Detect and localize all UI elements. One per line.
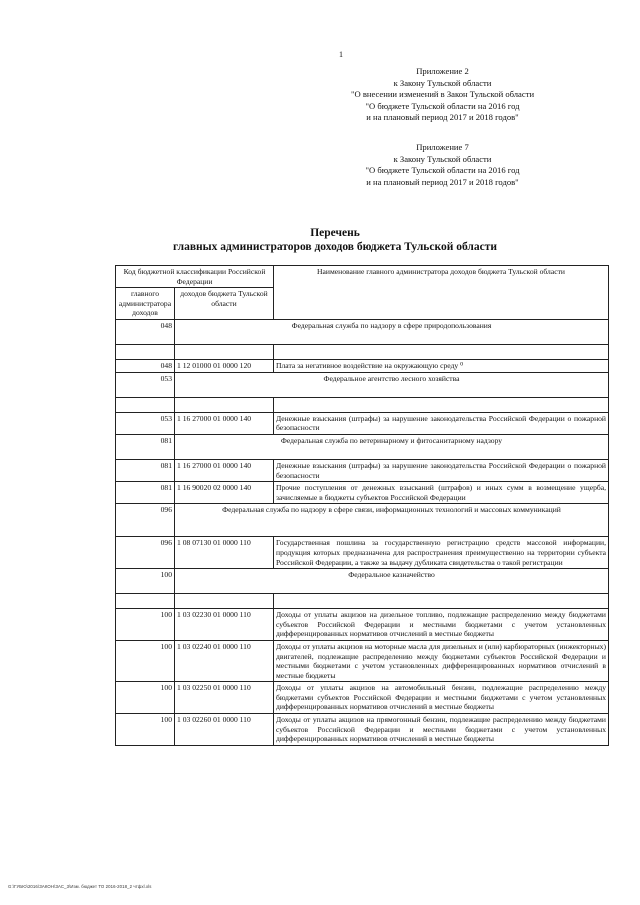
table-header-row — [116, 266, 609, 288]
file-path-footer: G:\ГУБЮ\2016\ЗАКОН\ЗАС_3\Изм. бюджет ТО 2016-2018_2 чтфхl.xls — [8, 884, 152, 889]
income-code-cell: 1 03 02240 01 0000 110 — [175, 640, 274, 681]
income-name-cell: Государственная пошлина за государственную регистрацию средств массовой информации, продукция которых предназначена для распространения преимущественно на территории субъекта Российской Федерации, а также за выдачу дубликата свидетельства о такой регистрации — [274, 537, 609, 569]
empty-cell — [274, 397, 609, 412]
income-name-cell: Доходы от уплаты акцизов на прямогонный бензин, подлежащие распределению между бюджетами субъектов Российской Федерации и местными бюджетами с учетом установленных дифференцированных нормативов отчислений в местные бюджеты — [274, 714, 609, 746]
admin-code-cell: 048 — [116, 360, 175, 373]
table-row — [116, 609, 609, 641]
income-code-cell: 1 16 27000 01 0000 140 — [175, 412, 274, 434]
spacer-row — [116, 594, 609, 609]
title-line-1: Перечень — [310, 227, 360, 239]
department-row — [116, 320, 609, 345]
income-code-cell: 1 08 07130 01 0000 110 — [175, 537, 274, 569]
income-code-cell: 1 16 27000 01 0000 140 — [175, 459, 274, 481]
table-row — [116, 412, 609, 434]
income-name-cell: Денежные взыскания (штрафы) за нарушение законодательства Российской Федерации о пожарной безопасности — [274, 459, 609, 481]
header-bk-code: Код бюджетной классификации Российской Федерации — [116, 266, 274, 288]
appendix-2-line: Приложение 2 — [416, 66, 469, 76]
appendix-2-line: "О бюджете Тульской области на 2016 год — [365, 100, 520, 111]
empty-cell — [116, 345, 175, 360]
appendix-7-line: и на плановый период 2017 и 2018 годов" — [366, 176, 519, 187]
table-row — [116, 459, 609, 481]
department-row — [116, 569, 609, 594]
income-name-cell: Доходы от уплаты акцизов на автомобильный бензин, подлежащие распределению между бюджетами субъектов Российской Федерации и местными бюджетами с учетом установленных дифференцированных нормативов отчислений в местные бюджеты — [274, 682, 609, 714]
header-name: Наименование главного администратора доходов бюджета Тульской области — [274, 266, 609, 320]
document-title — [120, 226, 550, 254]
admin-code-cell: 100 — [116, 640, 175, 681]
admin-code-cell: 096 — [116, 504, 175, 537]
admin-code-cell: 096 — [116, 537, 175, 569]
appendix-7-line: Приложение 7 — [416, 142, 469, 152]
income-name-cell: Доходы от уплаты акцизов на дизельное топливо, подлежащие распределению между бюджетами субъектов Российской Федерации и местными бюджетами с учетом установленных дифференцированных нормативов отчислений в местные бюджеты — [274, 609, 609, 641]
department-row — [116, 504, 609, 537]
admin-code-cell: 081 — [116, 459, 175, 481]
table-row — [116, 360, 609, 373]
admin-code-cell: 100 — [116, 682, 175, 714]
title-line-2: главных администраторов доходов бюджета Тульской области — [173, 241, 497, 253]
admin-code-cell: 053 — [116, 412, 175, 434]
income-code-cell: 1 03 02230 01 0000 110 — [175, 609, 274, 641]
empty-cell — [175, 345, 274, 360]
empty-cell — [116, 397, 175, 412]
admin-code-cell: 081 — [116, 434, 175, 459]
appendix-7-line: "О бюджете Тульской области на 2016 год — [365, 165, 520, 176]
department-name-cell: Федеральная служба по надзору в сфере природопользования — [175, 320, 609, 345]
department-name-cell: Федеральное агентство лесного хозяйства — [175, 372, 609, 397]
spacer-row — [116, 345, 609, 360]
table-row — [116, 640, 609, 681]
department-name-cell: Федеральное казначейство — [175, 569, 609, 594]
table-row — [116, 682, 609, 714]
income-code-cell: 1 03 02250 01 0000 110 — [175, 682, 274, 714]
header-income-code: доходов бюджета Тульской области — [175, 288, 274, 320]
income-name-cell: Денежные взыскания (штрафы) за нарушение законодательства Российской Федерации о пожарной безопасности — [274, 412, 609, 434]
empty-cell — [274, 345, 609, 360]
administrators-table — [115, 265, 609, 746]
appendix-2-line: и на плановый период 2017 и 2018 годов" — [366, 112, 519, 123]
table-row — [116, 537, 609, 569]
empty-cell — [175, 594, 274, 609]
admin-code-cell: 100 — [116, 609, 175, 641]
admin-code-cell: 100 — [116, 569, 175, 594]
admin-code-cell: 048 — [116, 320, 175, 345]
department-row — [116, 372, 609, 397]
spacer-row — [116, 397, 609, 412]
header-admin-code: главного администратора доходов — [116, 288, 175, 320]
income-name-cell: Доходы от уплаты акцизов на моторные масла для дизельных и (или) карбюраторных (инжекторных) двигателей, подлежащие распределению между бюджетами субъектов Российской Федерации и местными бюджетами с учетом установленных дифференцированных нормативов отчислений в местные бюджеты — [274, 640, 609, 681]
admin-code-cell: 053 — [116, 372, 175, 397]
empty-cell — [116, 594, 175, 609]
department-row — [116, 434, 609, 459]
empty-cell — [274, 594, 609, 609]
table-row — [116, 482, 609, 504]
department-name-cell: Федеральная служба по ветеринарному и фитосанитарному надзору — [175, 434, 609, 459]
income-code-cell: 1 12 01000 01 0000 120 — [175, 360, 274, 373]
table-row — [116, 714, 609, 746]
admin-code-cell: 081 — [116, 482, 175, 504]
appendix-2-line: к Закону Тульской области — [393, 77, 492, 88]
admin-code-cell: 100 — [116, 714, 175, 746]
income-code-cell: 1 03 02260 01 0000 110 — [175, 714, 274, 746]
department-name-cell: Федеральная служба по надзору в сфере связи, информационных технологий и массовых коммуникаций — [175, 504, 609, 537]
appendix-2-line: "О внесении изменений в Закон Тульской области — [350, 89, 535, 100]
page-number: 1 — [339, 50, 343, 59]
appendix-2-heading — [300, 66, 585, 124]
income-code-cell: 1 16 90020 02 0000 140 — [175, 482, 274, 504]
appendix-7-heading — [300, 142, 585, 188]
empty-cell — [175, 397, 274, 412]
income-name-cell: Прочие поступления от денежных взысканий (штрафов) и иных сумм в возмещение ущерба, зачисляемые в бюджеты субъектов Российской Федерации — [274, 482, 609, 504]
table-body — [116, 320, 609, 746]
appendix-7-line: к Закону Тульской области — [393, 153, 492, 164]
income-name-cell: Плата за негативное воздействие на окружающую среду ⁰ — [274, 360, 609, 373]
